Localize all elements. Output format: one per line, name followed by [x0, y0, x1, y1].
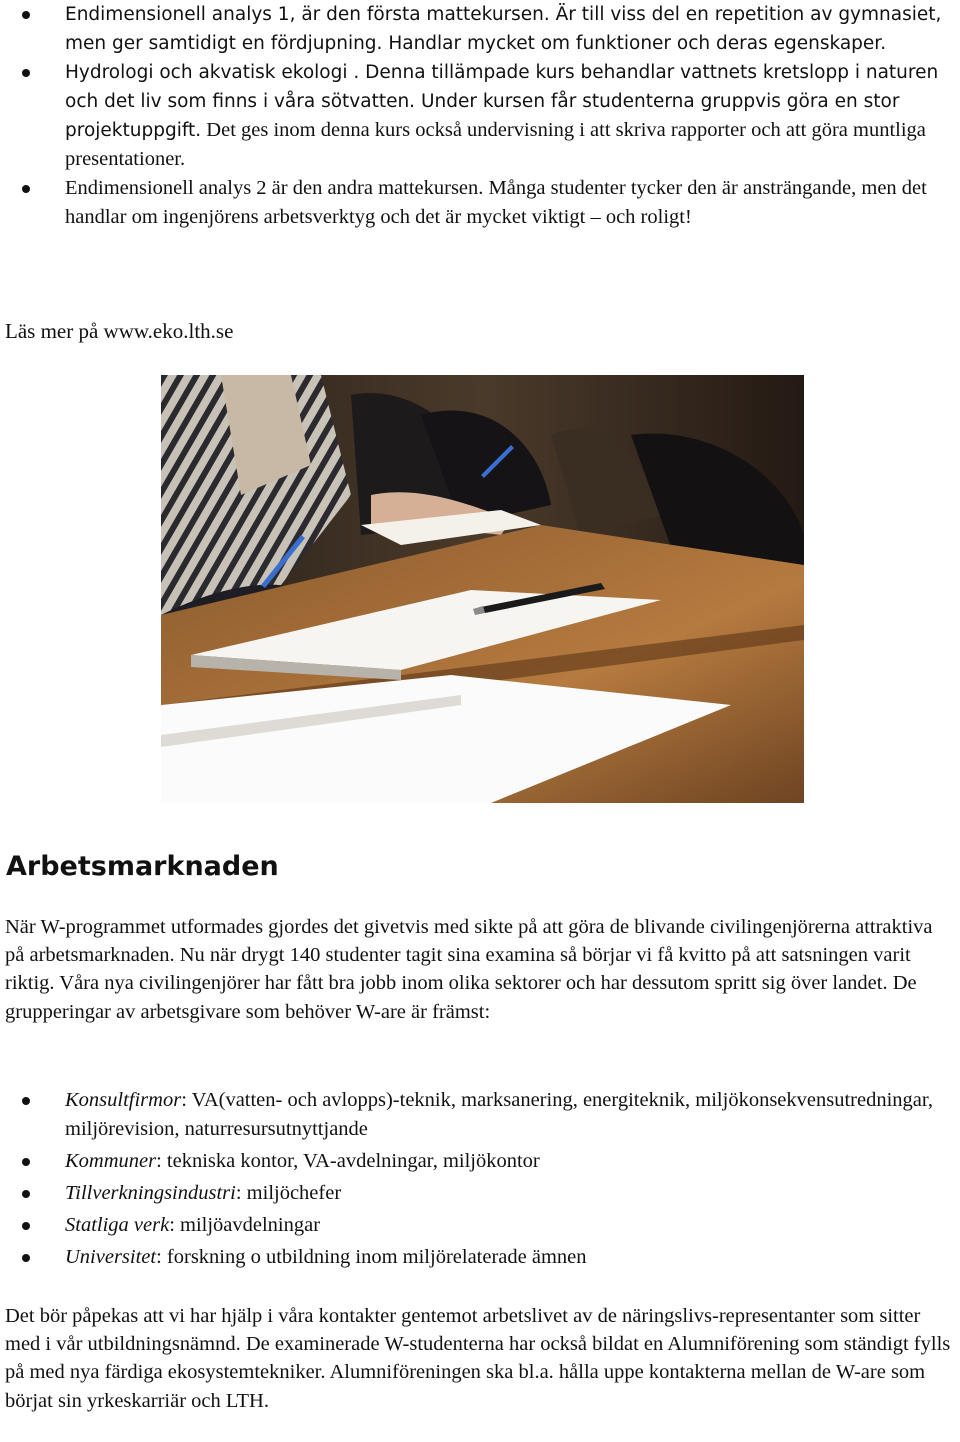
list-item-text: Endimensionell analys 2 är den andra mattekursen. Många studenter tycker den är ansträngande, men det handlar om ingenjörens arbetsverktyg och det är mycket viktigt – och roligt!: [65, 177, 927, 228]
bullet-icon: [22, 1254, 30, 1262]
list-item: [0, 0, 950, 58]
closing-paragraph: Det bör påpekas att vi har hjälp i våra kontakter gentemot arbetslivet av de näringslivs-representanter som sitter med i vår utbildningsnämnd. De examinerade W-studenterna har också bildat en Alumniförening som ständigt fylls på med nya färdiga ekosystemtekniker. Alumniföreningen ska bl.a. hålla uppe kontakterna mellan de W-are som börjat sin yrkeskarriär och LTH.: [5, 1305, 951, 1412]
bullet-icon: [22, 1190, 30, 1198]
bullet-icon: [22, 185, 30, 193]
employer-category: Tillverkningsindustri: [65, 1182, 236, 1204]
classroom-photo: [161, 375, 804, 803]
bullet-icon: [22, 1158, 30, 1166]
list-item: [0, 1086, 950, 1144]
list-item-lead-text: Hydrologi och akvatisk ekologi . Denna tillämpade kurs behandlar vattnets kretslopp i naturen och det liv som finns i våra sötvatten. Under kursen får studenterna gruppvis göra en stor projektuppgift.: [65, 62, 939, 141]
employer-list: [0, 1086, 950, 1275]
list-item-text: Endimensionell analys 1, är den första mattekursen. Är till viss del en repetition av gymnasiet, men ger samtidigt en fördjupning. Handlar mycket om funktioner och deras egenskaper.: [65, 4, 942, 54]
employer-detail: : tekniska kontor, VA-avdelningar, miljökontor: [156, 1150, 540, 1172]
employer-detail: : miljöchefer: [235, 1182, 342, 1204]
bullet-icon: [22, 11, 30, 19]
list-item: [0, 1243, 950, 1272]
employer-detail: : miljöavdelningar: [169, 1214, 321, 1236]
section-heading: Arbetsmarknaden: [6, 851, 279, 882]
list-item: [0, 1179, 950, 1208]
list-item: [0, 1147, 950, 1176]
employer-detail: : VA(vatten- och avlopps)-teknik, marksanering, energiteknik, miljökonsekvensutredningar, miljörevision, naturresursutnyttjande: [65, 1089, 934, 1140]
bullet-icon: [22, 69, 30, 77]
list-item: [0, 1211, 950, 1240]
list-item: [0, 174, 950, 232]
section-intro-paragraph: När W-programmet utformades gjordes det givetvis med sikte på att göra de blivande civilingenjörerna attraktiva på arbetsmarknaden. Nu när drygt 140 studenter tagit sina examina så börjar vi få kvitto på att satsningen varit riktig. Våra nya civilingenjörer har fått bra jobb inom olika sektorer och har dessutom spritt sig över landet. De grupperingar av arbetsgivare som behöver W-are är främst:: [5, 916, 933, 1023]
bullet-icon: [22, 1097, 30, 1105]
course-list: [0, 0, 950, 232]
employer-category: Statliga verk: [65, 1214, 170, 1236]
employer-category: Konsultfirmor: [65, 1089, 182, 1111]
list-item-text: Det ges inom denna kurs också undervisning i att skriva rapporter och att göra muntliga presentationer.: [65, 119, 926, 170]
employer-category: Universitet: [65, 1246, 157, 1268]
bullet-icon: [22, 1222, 30, 1230]
read-more-link-text: Läs mer på www.eko.lth.se: [5, 319, 234, 343]
employer-category: Kommuner: [65, 1150, 157, 1172]
list-item: [0, 58, 950, 174]
employer-detail: : forskning o utbildning inom miljörelaterade ämnen: [156, 1246, 587, 1268]
